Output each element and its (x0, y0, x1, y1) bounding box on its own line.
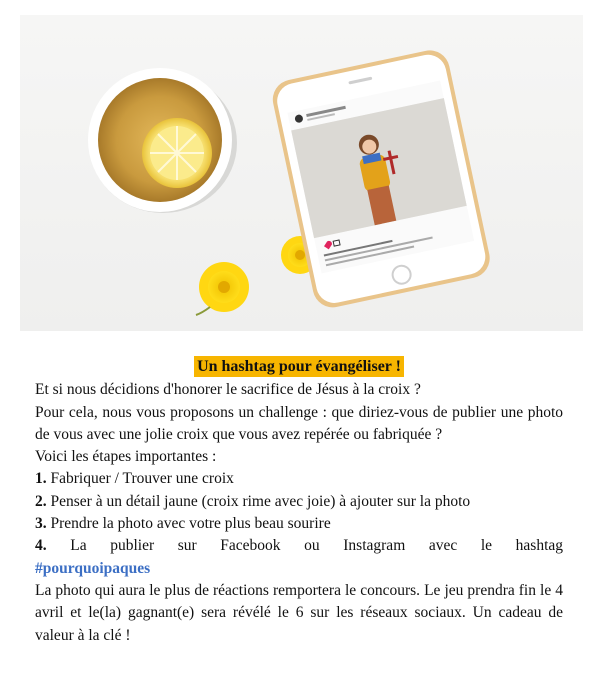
step-text: Fabriquer / Trouver une croix (50, 470, 234, 488)
step-item (35, 535, 563, 557)
hashtag-link[interactable]: #pourquoipaques (35, 559, 151, 577)
step-number: 4. (35, 537, 47, 555)
step-item (35, 491, 563, 513)
step-number: 1. (35, 470, 47, 488)
teacup (88, 68, 237, 213)
intro-paragraph: Et si nous décidions d'honorer le sacrifice de Jésus à la croix ? (35, 381, 421, 399)
step-text: Penser à un détail jaune (croix rime avec joie) à ajouter sur la photo (50, 492, 471, 510)
step-text: Prendre la photo avec votre plus beau sourire (50, 515, 331, 533)
step-text: La publier sur Facebook ou Instagram avec le hashtag (70, 537, 564, 555)
article-title: Un hashtag pour évangéliser ! (194, 356, 404, 377)
step-number: 2. (35, 492, 47, 510)
title-wrapper (35, 356, 563, 378)
header-photo (20, 15, 583, 331)
yellow-flower-2 (196, 262, 249, 315)
challenge-paragraph: Pour cela, nous vous proposons un challenge : que diriez-vous de publier une photo de vous avec une jolie croix que vous avez repérée ou fabriquée ? (35, 403, 563, 443)
step-item (35, 468, 563, 490)
step-item (35, 513, 563, 535)
lemon-slice (142, 118, 212, 188)
photo-illustration (20, 15, 583, 331)
steps-heading: Voici les étapes importantes : (35, 448, 217, 466)
article-body (35, 356, 563, 647)
step-number: 3. (35, 515, 47, 533)
closing-paragraph: La photo qui aura le plus de réactions remportera le concours. Le jeu prendra fin le 4 avril et le(la) gagnant(e) sera révélé le 6 sur les réseaux sociaux. Un cadeau de valeur à la clé ! (35, 581, 563, 644)
hashtag-line (35, 558, 563, 580)
